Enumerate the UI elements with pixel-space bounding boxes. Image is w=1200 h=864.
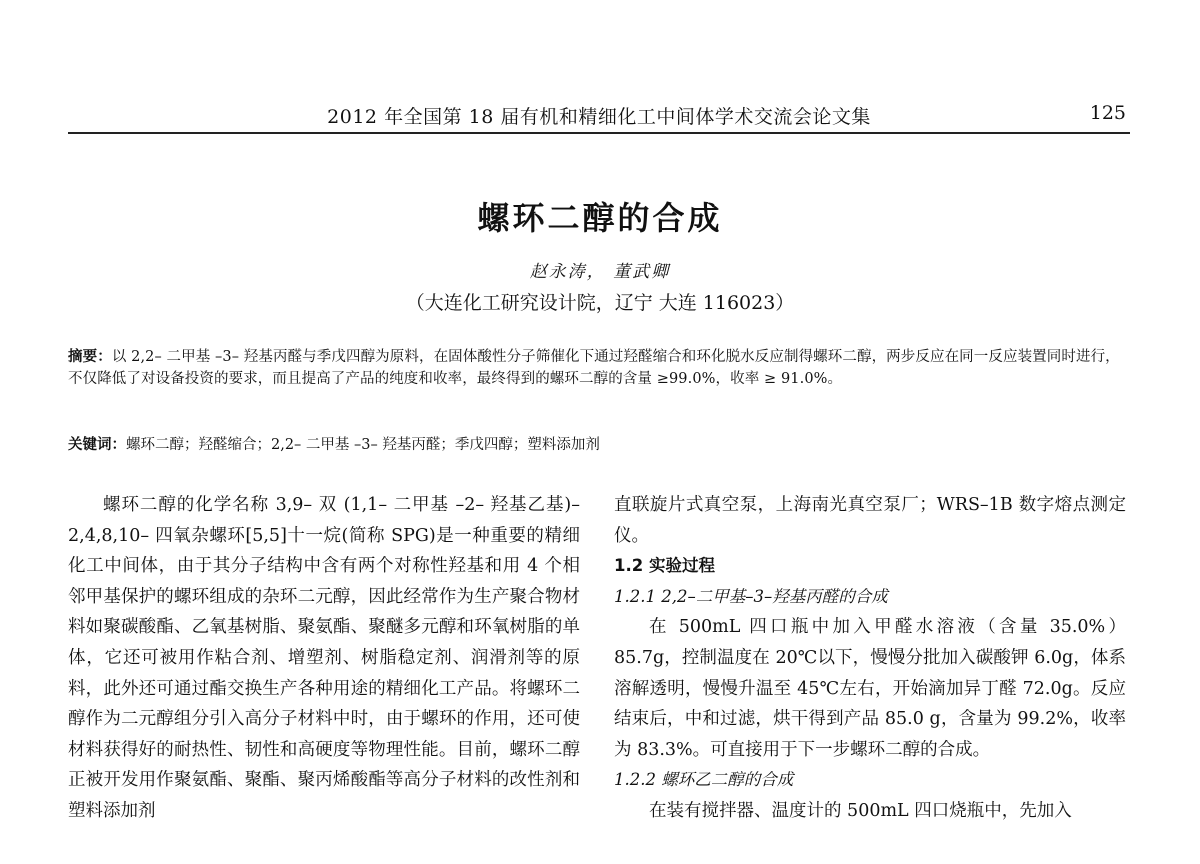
paper-affiliation: （大连化工研究设计院，辽宁 大连 116023） [405, 292, 795, 314]
paper-title: 螺环二醇的合成 [477, 199, 723, 237]
section-heading-1-2: 1.2 实验过程 [614, 556, 715, 576]
proceedings-title: 2012 年全国第 18 届有机和精细化工中间体学术交流会论文集 [327, 106, 871, 128]
abstract-block [68, 346, 1134, 390]
abstract-text: 以 2,2– 二甲基 –3– 羟基丙醛与季戊四醇为原料，在固体酸性分子筛催化下通过羟醛缩合和环化脱水反应制得螺环二醇，两步反应在同一反应装置同时进行，不仅降低了对设备投资的要求，而且提高了产品的纯度和收率，最终得到的螺环二醇的含量 ≥99.0%，收率 ≥ 91.0%。 [68, 349, 1120, 387]
subsection-heading-1-2-1: 1.2.1 2,2–二甲基–3–羟基丙醛的合成 [614, 586, 888, 606]
paper-authors: 赵永涛， 董武卿 [529, 262, 671, 282]
subsection-heading-1-2-2: 1.2.2 螺环乙二醇的合成 [614, 770, 794, 790]
body-column-left [68, 490, 580, 827]
keywords-block [68, 434, 1134, 456]
paragraph-1-2-2: 在装有搅拌器、温度计的 500mL 四口烧瓶中，先加入 [649, 800, 1072, 821]
body-column-right [614, 490, 1126, 827]
apparatus-continuation: 直联旋片式真空泵，上海南光真空泵厂；WRS–1B 数字熔点测定仪。 [614, 495, 1126, 546]
abstract-label: 摘要： [68, 349, 112, 365]
page-number: 125 [1089, 102, 1126, 124]
intro-paragraph: 螺环二醇的化学名称 3,9– 双 (1,1– 二甲基 –2– 羟基乙基)–2,4,8,10– 四氧杂螺环[5,5]十一烷(简称 SPG)是一种重要的精细化工中间体，由于其分子结构中含有两个对称性羟基和用 4 个相邻甲基保护的螺环组成的杂环二元醇，因此经常作为生产聚合物材料如聚碳酸酯、乙氧基树脂、聚氨酯、聚醚多元醇和环氧树脂的单体，它还可被用作粘合剂、增塑剂、树脂稳定剂、润滑剂等的原料，此外还可通过酯交换生产各种用途的精细化工产品。将螺环二醇作为二元醇组分引入高分子材料中时，由于螺环的作用，还可使材料获得好的耐热性、韧性和高硬度等物理性能。目前，螺环二醇正被开发用作聚氨酯、聚酯、聚丙烯酸酯等高分子材料的改性剂和塑料添加剂 [68, 495, 580, 821]
keywords-text: 螺环二醇；羟醛缩合；2,2– 二甲基 –3– 羟基丙醛；季戊四醇；塑料添加剂 [126, 437, 600, 453]
running-header [68, 100, 1130, 134]
paragraph-1-2-1: 在 500mL 四口瓶中加入甲醛水溶液（含量 35.0%）85.7g，控制温度在 20℃以下，慢慢分批加入碳酸钾 6.0g，体系溶解透明，慢慢升温至 45℃左右，开始滴加异丁醛 72.0g。反应结束后，中和过滤，烘干得到产品 85.0 g，含量为 99.2%，收率为 83.3%。可直接用于下一步螺环二醇的合成。 [614, 617, 1126, 760]
keywords-label: 关键词： [68, 437, 126, 453]
page-crop-edge [0, 849, 1200, 864]
